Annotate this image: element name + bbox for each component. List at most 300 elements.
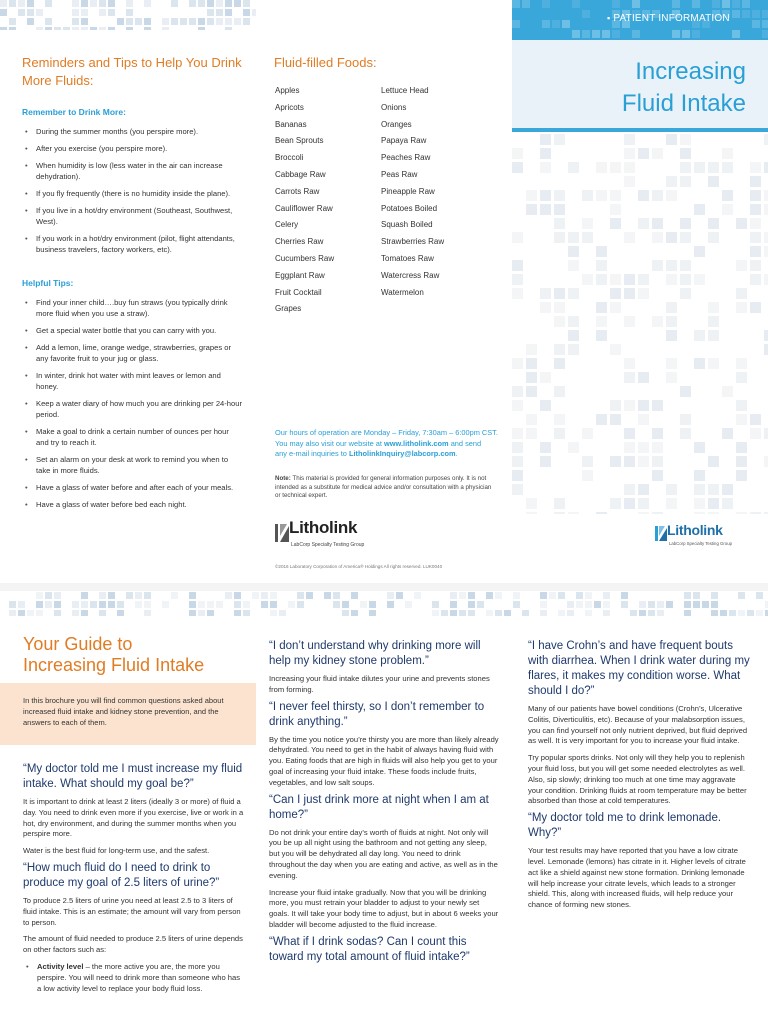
decorative-tile [596,302,607,313]
decorative-tile [666,316,677,327]
decorative-tile [369,610,376,616]
decorative-tile [693,592,700,599]
decorative-tile [624,484,635,495]
answer-night: Do not drink your entire day’s worth of fluids at night. Not only will you be up all night using the bathroom and not getting any sleep, but you will be dehydrated all day long. You need to drink throughout the day when you are eating and active, as well as in the evening. [269,827,498,880]
email-prefix: any e-mail inquiries to [275,449,347,458]
decorative-tile [750,302,761,313]
food-item: Cucumbers Raw [275,253,335,263]
decorative-tile [572,0,580,8]
decorative-tile [9,601,16,608]
reminders-title: Reminders and Tips to Help You Drink More Fluids: [22,55,242,88]
decorative-tile [540,302,551,313]
decorative-tile [342,601,349,608]
decorative-tile [27,0,34,7]
decorative-tile [306,592,313,599]
decorative-tile [108,27,115,30]
decorative-tile [540,400,551,411]
decorative-tile [610,344,621,355]
decorative-tile [708,512,719,514]
decorative-tile [225,0,232,7]
decorative-tile [694,274,705,285]
note-block [275,475,495,501]
decorative-tile [736,512,747,514]
decorative-tile [27,18,34,25]
remember-heading: Remember to Drink More: [22,107,126,117]
decorative-tile [396,592,403,599]
food-item: Strawberries Raw [381,237,445,247]
decorative-tile [720,610,727,616]
food-item: Fruit Cocktail [275,287,322,297]
decorative-tile [596,260,607,271]
decorative-tile [189,610,196,616]
decorative-tile [512,442,523,453]
decorative-tile [582,232,593,243]
decorative-tile [638,148,649,159]
decorative-tile [750,246,761,257]
decorative-tile [108,0,115,7]
decorative-tile [722,190,733,201]
decorative-tile [711,592,718,599]
decorative-tile [18,0,25,7]
decorative-tile [526,344,537,355]
decorative-tile [624,358,635,369]
decorative-tile [652,400,663,411]
page-gap [0,583,768,591]
decorative-tile [54,27,61,30]
decorative-tile [652,316,663,327]
decorative-tile [441,610,448,616]
decorative-tile [624,288,635,299]
decorative-tile [693,601,700,608]
answer-thirsty: By the time you notice you’re thirsty you are more than likely already dehydrated. You need to get in the habit of always having fluid with you. Eating foods that are high in fluids will also help you get to your goal of increasing your fluid intake. These foods include fruits, vegetables, and low salt soups. [269,734,499,787]
decorative-tile [180,18,187,25]
decorative-tile [610,456,621,467]
decorative-tile [750,274,761,285]
decorative-tile [652,428,663,439]
decorative-tile [459,592,466,599]
foods-title: Fluid-filled Foods: [274,55,377,70]
decorative-tile [638,498,649,509]
decorative-tile [9,610,16,616]
factor-activity [23,962,245,994]
decorative-tile [144,0,151,7]
decorative-tile [736,442,747,453]
decorative-tile [297,592,304,599]
decorative-tile [638,190,649,201]
decorative-tile [117,610,124,616]
decorative-tile [624,162,635,173]
food-item: Broccoli [275,153,304,163]
decorative-tile [108,601,115,608]
remember-item: • If you fly frequently (there is no humidity inside the plane). [22,188,242,199]
decorative-tile [540,204,551,215]
decorative-tile [666,372,677,383]
decorative-tile [568,316,579,327]
decorative-tile [144,601,151,608]
decorative-tile [27,610,34,616]
decorative-tile [36,9,43,16]
decorative-tile [450,610,457,616]
decorative-tile [512,20,520,28]
decorative-tile [747,610,754,616]
decorative-tile [522,610,529,616]
decorative-tile [750,176,761,187]
litholink-logo [273,519,403,553]
decorative-tile [638,274,649,285]
decorative-tile [764,134,768,145]
helpful-item: • Add a lemon, lime, orange wedge, strawberries, grapes or any favorite fruit to your jug or glass. [22,342,242,364]
decorative-tile [45,0,52,7]
decorative-tile [610,218,621,229]
decorative-tile [624,274,635,285]
cover-title-line-2: Fluid Intake [621,90,746,117]
decorative-tile [732,30,740,38]
decorative-tile [512,400,523,411]
decorative-tile [680,148,691,159]
helpful-item: • Get a special water bottle that you can carry with you. [22,325,242,336]
decorative-tile [638,512,649,514]
decorative-tile [657,601,664,608]
food-item: Lettuce Head [381,86,429,95]
decorative-tile [624,498,635,509]
decorative-tile [585,610,592,616]
decorative-tile [189,592,196,599]
decorative-tile [512,470,523,481]
helpful-item: • Set an alarm on your desk at work to remind you when to take in more fluids. [22,454,242,476]
decorative-tile [54,601,61,608]
decorative-tile [252,592,259,599]
decorative-tile [632,0,640,8]
decorative-tile [596,162,607,173]
decorative-tile [712,0,720,8]
cover-logo-wordmark: Litholink [667,522,723,538]
decorative-tile [638,414,649,425]
decorative-tile [549,592,556,599]
top-tile-band [0,0,256,30]
decorative-tile [0,27,7,30]
decorative-tile [216,601,223,608]
helpful-list [22,297,242,510]
decorative-tile [632,30,640,38]
left-qa-column [23,762,245,1000]
decorative-tile [666,484,677,495]
decorative-tile [171,592,178,599]
decorative-tile [732,10,740,18]
decorative-tile [576,592,583,599]
decorative-tile [666,134,677,145]
foods-column-1 [275,83,334,318]
decorative-tile [596,316,607,327]
decorative-tile [450,592,457,599]
decorative-tile [638,372,649,383]
decorative-tile [207,601,214,608]
decorative-tile [234,610,241,616]
decorative-tile [692,0,700,8]
remember-item: • During the summer months (you perspire more). [22,126,242,137]
decorative-tile [576,601,583,608]
decorative-tile [610,288,621,299]
decorative-tile [171,0,178,7]
question-why: “I don’t understand why drinking more will help my kidney stone problem.” [269,640,481,667]
logo-wordmark: Litholink [289,518,358,537]
decorative-tile [568,260,579,271]
decorative-tile [512,484,523,495]
decorative-tile [708,218,719,229]
decorative-tile [764,344,768,355]
decorative-tile [45,601,52,608]
decorative-tile [652,190,663,201]
decorative-tile [736,302,747,313]
answer-night-gradual: Increase your fluid intake gradually. Now that you will be drinking more, you must retrain your bladder to adjust to your newly set goals. It will take your body time to adjust, but in about 6 weeks your bladder will become adjusted to the fluid increase. [269,887,499,929]
decorative-tile [639,601,646,608]
decorative-tile [552,20,560,28]
answer-urine: To produce 2.5 liters of urine you need at least 2.5 to 3 liters of fluid intake. This is an estimate; the amount will vary from person to person. [23,895,241,927]
decorative-tile [638,288,649,299]
decorative-tile [582,190,593,201]
decorative-tile [652,442,663,453]
decorative-tile [680,176,691,187]
decorative-tile [722,386,733,397]
logo-subtitle: LabCorp Specialty Testing Group [291,542,365,548]
food-item: Peaches Raw [381,153,431,163]
decorative-tile [694,204,705,215]
decorative-tile [694,358,705,369]
decorative-tile [18,610,25,616]
patient-info-bar [512,0,768,40]
decorative-tile [603,601,610,608]
decorative-tile [72,18,79,25]
decorative-tile [512,428,523,439]
food-item: Squash Boiled [381,220,433,230]
decorative-tile [752,20,760,28]
question-thirsty: “I never feel thirsty, so I don’t remember to drink anything.” [269,700,485,728]
decorative-tile [648,601,655,608]
remember-item: • If you work in a hot/dry environment (pilot, flight attendants, business travelers, factory workers, etc). [22,233,242,255]
email-link[interactable]: LitholinkInquiry@labcorp.com [348,449,456,458]
decorative-tile [135,601,142,608]
decorative-tile [216,9,223,16]
decorative-tile [594,601,601,608]
guide-title-line-2: Increasing Fluid Intake [23,655,205,675]
decorative-tile [526,414,537,425]
question-goal: “My doctor told me I must increase my fluid intake. What should my goal be?” [23,763,243,790]
decorative-tile [554,386,565,397]
decorative-tile [333,601,340,608]
decorative-tile [522,0,530,8]
decorative-tile [638,400,649,411]
decorative-tile [666,274,677,285]
decorative-tile [512,162,523,173]
food-item: Cherries Raw [275,237,324,247]
decorative-tile [99,610,106,616]
food-item: Eggplant Raw [275,270,325,280]
decorative-tile [567,610,574,616]
decorative-tile [648,610,655,616]
decorative-tile [477,601,484,608]
decorative-tile [540,134,551,145]
decorative-tile [750,414,761,425]
decorative-tile [135,592,142,599]
food-item: Pineapple Raw [381,186,435,196]
decorative-tile [742,0,750,8]
decorative-tile [540,610,547,616]
decorative-tile [512,0,520,8]
note-label: Note: [275,475,291,482]
decorative-tile [554,288,565,299]
decorative-tile [9,18,16,25]
decorative-tile [708,302,719,313]
decorative-tile [512,288,523,299]
decorative-tile [554,134,565,145]
factors-list [23,962,245,994]
decorative-tile [612,0,620,8]
decorative-tile [526,386,537,397]
decorative-tile [108,592,115,599]
decorative-tile [582,10,590,18]
decorative-tile [126,9,133,16]
decorative-tile [540,592,547,599]
decorative-tile [652,218,663,229]
decorative-tile [756,610,763,616]
decorative-tile [243,18,250,25]
decorative-tile [666,232,677,243]
decorative-tile [90,0,97,7]
copyright: ©2016 Laboratory Corporation of America® Holdings All rights reserved. LUK0040 [275,564,443,569]
decorative-tile [554,204,565,215]
decorative-tile [225,18,232,25]
decorative-tile [568,288,579,299]
decorative-tile [582,428,593,439]
decorative-tile [207,0,214,7]
food-item: Bean Sprouts [275,136,324,146]
decorative-tile [762,30,768,38]
decorative-tile [0,9,7,16]
decorative-tile [708,330,719,341]
guide-title-line-1: Your Guide to [23,634,133,654]
decorative-tile [108,9,115,16]
decorative-tile [680,414,691,425]
food-item: Oranges [381,119,412,129]
decorative-tile [72,601,79,608]
decorative-tile [540,288,551,299]
helpful-item: • In winter, drink hot water with mint leaves or lemon and honey. [22,370,242,392]
decorative-tile [652,456,663,467]
decorative-tile [468,592,475,599]
decorative-tile [756,592,763,599]
decorative-tile [582,274,593,285]
decorative-tile [234,0,241,7]
decorative-tile [513,592,520,599]
decorative-tile [568,512,579,514]
decorative-tile [405,601,412,608]
decorative-tile [708,456,719,467]
decorative-tile [684,592,691,599]
decorative-tile [207,610,214,616]
decorative-tile [243,601,250,608]
decorative-tile [666,260,677,271]
decorative-tile [342,610,349,616]
decorative-tile [558,610,565,616]
decorative-tile [666,330,677,341]
helpful-item: • Make a goal to drink a certain number of ounces per hour and try to reach it. [22,426,242,448]
decorative-tile [722,148,733,159]
decorative-tile [722,204,733,215]
decorative-tile [526,372,537,383]
decorative-tile [99,592,106,599]
website-prefix: You may also visit our website at [275,438,382,448]
decorative-tile [554,344,565,355]
decorative-tile [542,0,550,8]
decorative-tile [762,10,768,18]
decorative-tile [666,358,677,369]
decorative-tile [324,592,331,599]
decorative-tile [554,512,565,514]
decorative-tile [512,260,523,271]
decorative-tile [736,218,747,229]
decorative-tile [162,27,169,30]
decorative-tile [764,428,768,439]
website-suffix: and send [450,438,482,448]
decorative-tile [387,601,394,608]
decorative-tile [189,0,196,7]
decorative-tile [722,428,733,439]
decorative-tile [764,456,768,467]
decorative-tile [736,414,747,425]
website-link[interactable]: www.litholink.com [384,438,449,448]
decorative-tile [732,0,740,8]
decorative-tile [680,218,691,229]
decorative-tile [708,484,719,495]
middle-qa-column [269,639,499,965]
decorative-tile [652,470,663,481]
decorative-tile [764,512,768,514]
decorative-tile [752,10,760,18]
decorative-tile [540,456,551,467]
decorative-tile [117,18,124,25]
decorative-tile [680,288,691,299]
decorative-tile [144,592,151,599]
decorative-tile [621,592,628,599]
decorative-tile [638,484,649,495]
helpful-item: • Find your inner child….buy fun straws (you typically drink more fluid when you use a straw). [22,297,242,319]
decorative-tile [243,0,250,7]
decorative-tile [558,592,565,599]
decorative-tile [288,601,295,608]
decorative-tile [216,0,223,7]
decorative-tile [764,232,768,243]
decorative-tile [708,232,719,243]
decorative-tile [764,246,768,257]
decorative-tile [468,610,475,616]
decorative-tile [512,456,523,467]
decorative-tile [596,330,607,341]
decorative-tile [90,27,97,30]
decorative-tile [144,18,151,25]
decorative-tile [540,190,551,201]
bullet-icon: ▪ [607,13,611,23]
decorative-tile [234,601,241,608]
decorative-tile [572,30,580,38]
decorative-tile [750,162,761,173]
decorative-tile [764,204,768,215]
decorative-tile [680,232,691,243]
decorative-tile [652,232,663,243]
decorative-tile [610,204,621,215]
cover-header [512,0,768,132]
decorative-tile [171,18,178,25]
decorative-tile [270,601,277,608]
patient-info-text: PATIENT INFORMATION [613,13,730,24]
